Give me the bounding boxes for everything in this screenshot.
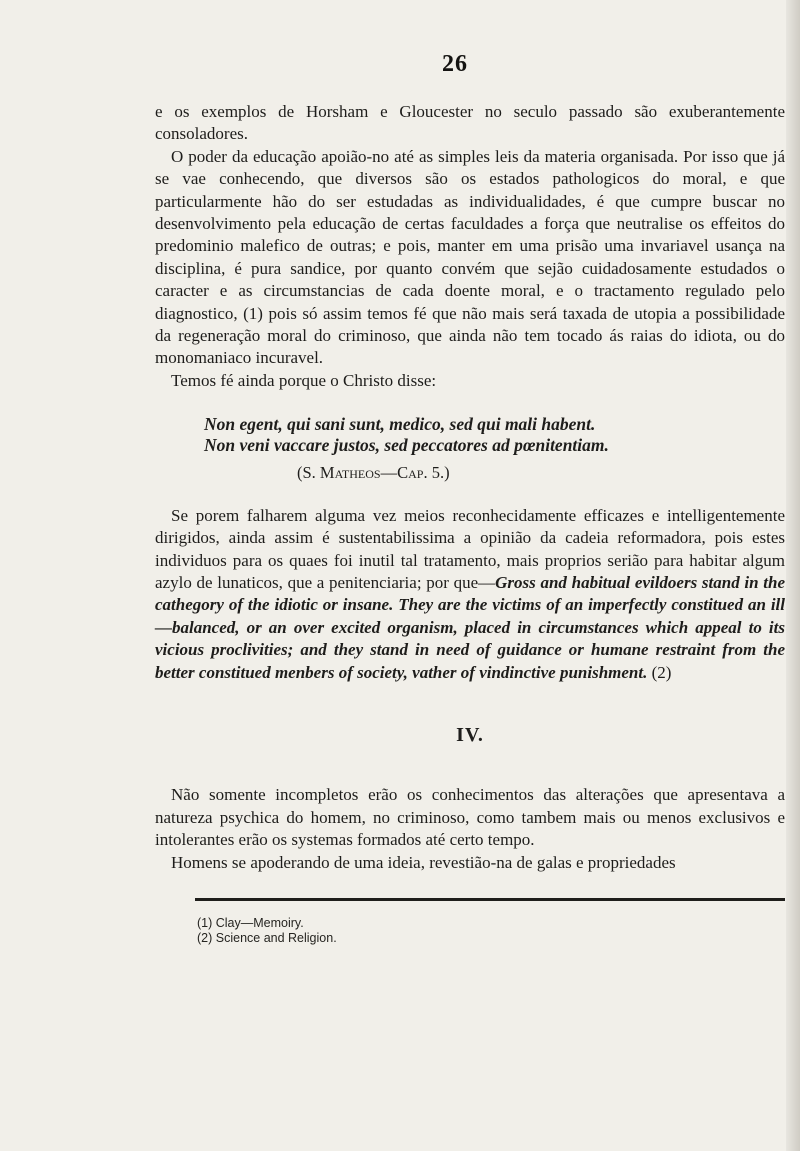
footnote-1: (1) Clay—Memoiry. [197, 916, 304, 930]
page-number: 26 [442, 51, 468, 77]
paragraph-section-1: Não somente incompletos erão os conhecimentos das alterações que apresentava a natureza psychica do homem, no criminoso, como tambem mais ou menos exclusivos e intolerantes erão os systemas formados até certo tempo. [155, 785, 785, 850]
paragraph-education: O poder da educação apoião-no até as simples leis da materia organisada. Por isso que já se vae conhecendo, que diversos são os estados pathologicos do moral, e que particularmente hão do ser estudadas as individualidades, é que cumpre buscar no desenvolvimento pela educação de certas faculdades a força que neutralise os effeitos do predominio malefico de outras; e pois, manter em uma prisão uma invariavel usança na disciplina, é pura sandice, por quanto convém que sejão cuidadosamente estudados o caracter e as circumstancias de cada doente moral, e o tractamento regulado pelo diagnostico, (1) pois só assim temos fé que não mais será taxada de utopia a possibilidade da regeneração moral do criminoso, que ainda não tem tocado ás raias do idiota, ou do monomaniaco incuravel. [155, 146, 785, 368]
english-quotation: Gross and habitual evildoers stand in the cathegory of the idiotic or insane. They are the victims of an imperfectly constitued an ill—balanced, or an over excited organism, placed in circumstances which appeal to its vicious proclivities; and they stand in need of guidance or humane restraint from the better constitued menbers of society, vather of vindinctive punishment. [155, 572, 785, 682]
paragraph-reformatory [155, 505, 785, 684]
quote-reference-open: (S. [297, 463, 320, 483]
footnotes [197, 916, 337, 946]
quote-reference-close: 5.) [427, 463, 450, 483]
paragraph-reformatory-lead: Se porem falharem alguma vez meios reconhecidamente efficazes e intelligentemente dirigidos, ainda assim é sustentabilissima a opinião da cadeia reformadora, pois estes individuos para os quaes foi inutil tal tratamento, mais proprios serião para habitar algum azylo de lunaticos, que a penitenciaria; por que— [155, 505, 785, 592]
paragraph-continuation: e os exemplos de Horsham e Gloucester no seculo passado são exuberantemente consoladores. [155, 102, 785, 144]
page-edge-shadow [786, 0, 800, 1151]
footnote-rule [195, 898, 785, 901]
latin-quote-line-2: Non veni vaccare justos, sed peccatores ad pœnitentiam. [204, 435, 609, 456]
section-heading: IV. [456, 723, 484, 746]
latin-quote [204, 414, 785, 456]
quote-reference [297, 462, 785, 484]
page-body [155, 101, 785, 874]
footnote-2: (2) Science and Religion. [197, 931, 337, 945]
spacer [155, 485, 785, 505]
paragraph-section-2: Homens se apoderando de uma ideia, revestião-na de galas e propriedades [171, 852, 676, 872]
footnote-marker-2: (2) [647, 662, 672, 682]
paragraph-christ-said: Temos fé ainda porque o Christo disse: [171, 370, 437, 390]
quote-reference-name: Matheos—Cap. [319, 463, 428, 483]
latin-quote-line-1: Non egent, qui sani sunt, medico, sed qui mali habent. [204, 414, 596, 435]
